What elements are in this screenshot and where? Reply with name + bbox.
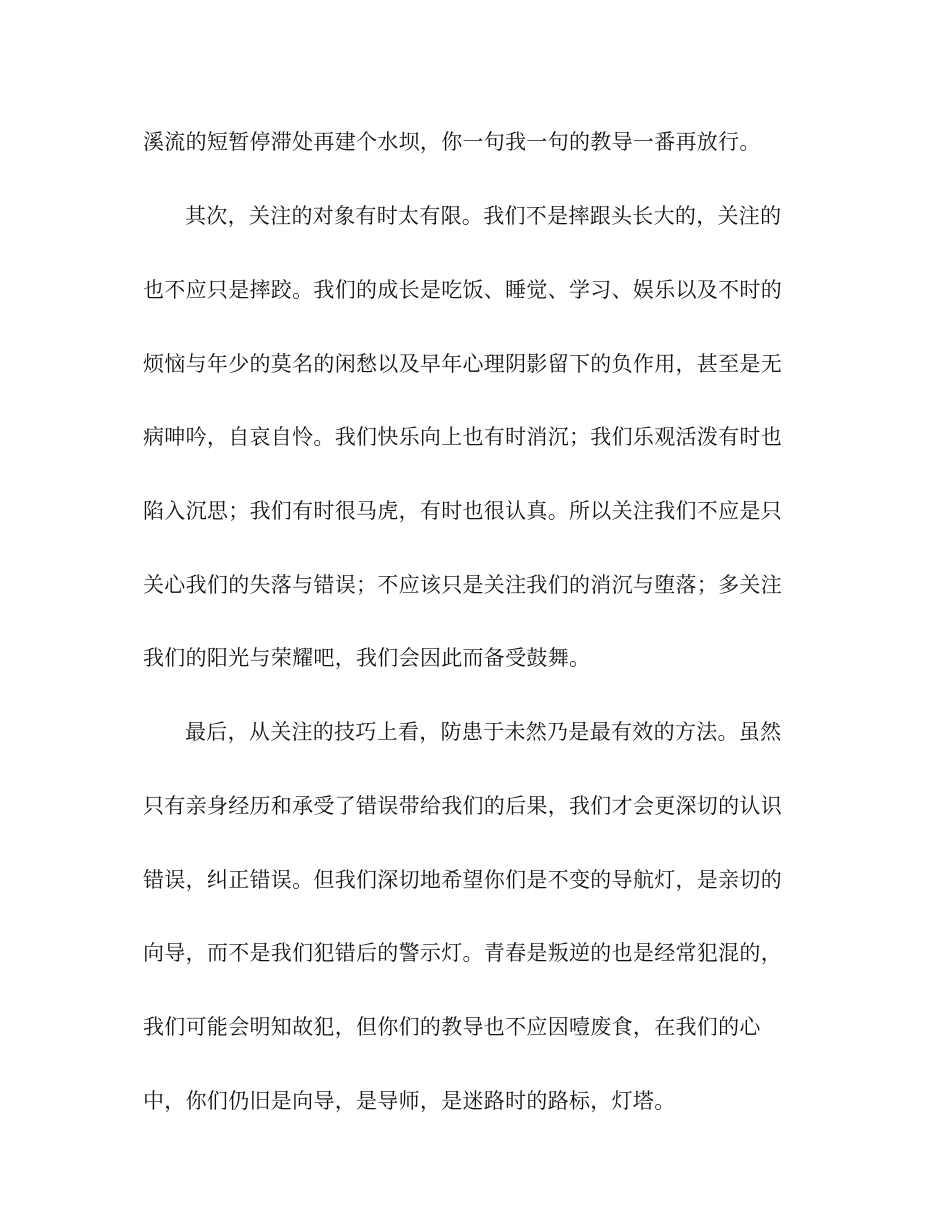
text-line: 只有亲身经历和承受了错误带给我们的后果，我们才会更深切的认识: [143, 794, 782, 818]
paragraph-start-line: 其次，关注的对象有时太有限。我们不是摔跟头长大的，关注的: [185, 204, 782, 228]
text-line: 也不应只是摔跤。我们的成长是吃饭、睡觉、学习、娱乐以及不时的: [143, 278, 782, 302]
text-line: 我们的阳光与荣耀吧，我们会因此而备受鼓舞。: [143, 646, 591, 670]
text-line: 病呻吟，自哀自怜。我们快乐向上也有时消沉；我们乐观活泼有时也: [143, 425, 782, 449]
text-line: 向导，而不是我们犯错后的警示灯。青春是叛逆的也是经常犯混的，: [143, 941, 782, 965]
text-line: 中，你们仍旧是向导，是导师，是迷路时的路标，灯塔。: [143, 1089, 676, 1113]
text-line: 关心我们的失落与错误；不应该只是关注我们的消沉与堕落；多关注: [143, 573, 782, 597]
text-line: 陷入沉思；我们有时很马虎，有时也很认真。所以关注我们不应是只: [143, 499, 782, 523]
paragraph-start-line: 最后，从关注的技巧上看，防患于未然乃是最有效的方法。虽然: [185, 720, 782, 744]
text-line: 溪流的短暂停滞处再建个水坝，你一句我一句的教导一番再放行。: [143, 130, 761, 154]
text-line: 烦恼与年少的莫名的闲愁以及早年心理阴影留下的负作用，甚至是无: [143, 352, 782, 376]
text-line: 错误，纠正错误。但我们深切地希望你们是不变的导航灯，是亲切的: [143, 868, 782, 892]
text-line: 我们可能会明知故犯，但你们的教导也不应因噎废食，在我们的心: [143, 1015, 761, 1039]
